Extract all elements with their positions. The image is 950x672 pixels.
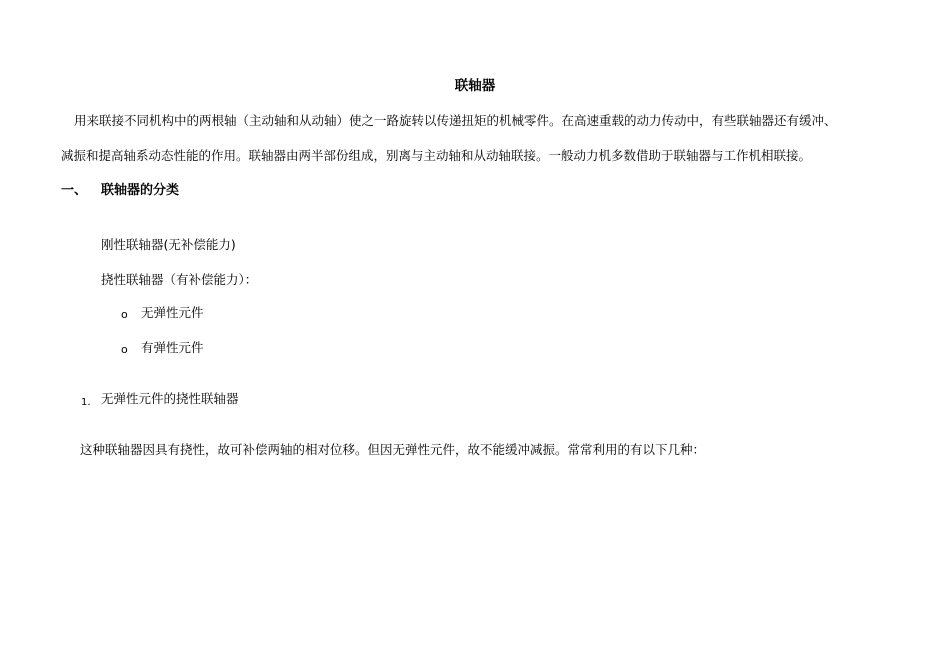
intro-paragraph-line-1: 用来联接不同机构中的两根轴（主动轴和从动轴）使之一路旋转以传递扭矩的机械零件。在高速重载的动力传动中，有些联轴器还有缓冲、: [74, 113, 837, 128]
section-number: 一、: [61, 183, 88, 198]
subsection-body: 这种联轴器因具有挠性，故可补偿两轴的相对位移。但因无弹性元件，故不能缓冲减振。常常利用的有以下几种：: [80, 442, 706, 457]
list-item-flexible-coupling: 挠性联轴器（有补偿能力）：: [101, 272, 258, 287]
subsection-number: 1.: [81, 397, 91, 408]
document-title: 联轴器: [454, 78, 496, 94]
subsection-heading: 无弹性元件的挠性联轴器: [101, 391, 239, 406]
bullet-icon: o: [121, 308, 128, 321]
sublist-item-elastic: 有弹性元件: [141, 340, 204, 355]
sublist-item-no-elastic: 无弹性元件: [141, 305, 204, 320]
list-item-rigid-coupling: 刚性联轴器(无补偿能力): [101, 237, 236, 252]
bullet-icon: o: [121, 343, 128, 356]
intro-paragraph-line-2: 减振和提高轴系动态性能的作用。联轴器由两半部份组成，别离与主动轴和从动轴联接。一般动力机多数借助于联轴器与工作机相联接。: [61, 148, 812, 163]
section-heading: 联轴器的分类: [101, 183, 180, 198]
